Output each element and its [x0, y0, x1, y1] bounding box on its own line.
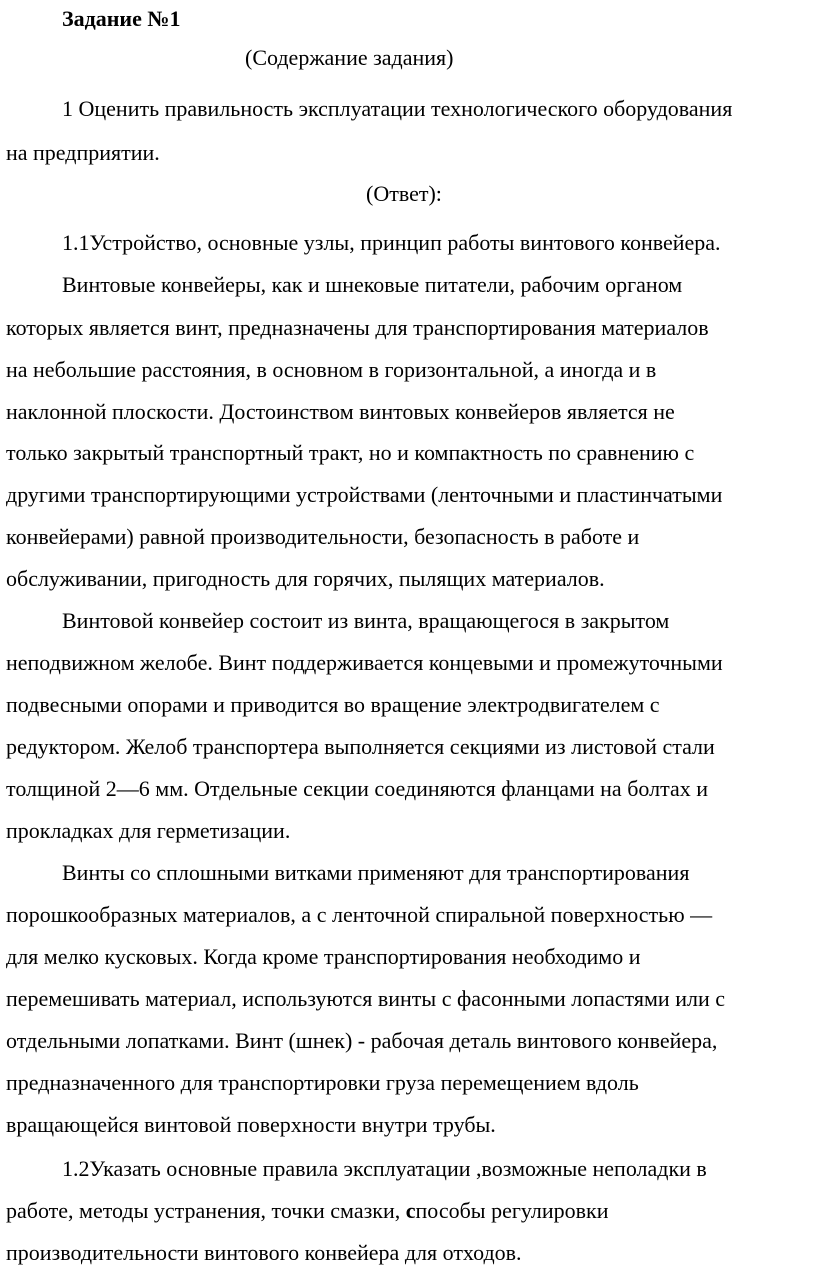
line-text: пособы регулировки	[415, 1198, 609, 1223]
paragraph-line: прокладках для герметизации.	[6, 818, 291, 843]
paragraph-line: только закрытый транспортный тракт, но и компактность по сравнению с	[6, 440, 695, 465]
paragraph-line: обслуживании, пригодность для горячих, пылящих материалов.	[6, 566, 605, 591]
paragraph-line: вращающейся винтовой поверхности внутри трубы.	[6, 1112, 496, 1137]
paragraph-line	[6, 1198, 609, 1224]
paragraph-line: Винтовой конвейер состоит из винта, вращающегося в закрытом	[62, 608, 670, 633]
section-heading: 1.1Устройство, основные узлы, принцип работы винтового конвейера.	[62, 230, 721, 255]
paragraph-line: Винты со сплошными витками применяют для транспортирования	[62, 860, 690, 885]
paragraph-line: Винтовые конвейеры, как и шнековые питатели, рабочим органом	[62, 272, 683, 297]
paragraph-line: наклонной плоскости. Достоинством винтовых конвейеров является не	[6, 399, 675, 424]
paragraph-line: другими транспортирующими устройствами (ленточными и пластинчатыми	[6, 482, 723, 507]
paragraph-line: предназначенного для транспортировки груза перемещением вдоль	[6, 1070, 639, 1095]
line-text: работе, методы устранения, точки смазки,	[6, 1198, 406, 1223]
section-heading: 1.2Указать основные правила эксплуатации ,возможные неполадки в	[62, 1156, 707, 1181]
bold-letter: с	[405, 1198, 416, 1223]
paragraph-line: перемешивать материал, используются винты с фасонными лопастями или с	[6, 986, 725, 1011]
task-line: 1 Оценить правильность эксплуатации технологического оборудования	[62, 96, 733, 121]
document-title: Задание №1	[62, 6, 181, 31]
paragraph-line: производительности винтового конвейера для отходов.	[6, 1240, 522, 1265]
paragraph-line: которых является винт, предназначены для транспортирования материалов	[6, 315, 709, 340]
paragraph-line: подвесными опорами и приводится во вращение электродвигателем с	[6, 692, 660, 717]
answer-label: (Ответ):	[366, 181, 442, 206]
paragraph-line: отдельными лопатками. Винт (шнек) - рабочая деталь винтового конвейера,	[6, 1028, 718, 1053]
paragraph-line: конвейерами) равной производительности, безопасность в работе и	[6, 524, 640, 549]
task-line: на предприятии.	[6, 140, 160, 165]
paragraph-line: неподвижном желобе. Винт поддерживается концевыми и промежуточными	[6, 650, 723, 675]
paragraph-line: на небольшие расстояния, в основном в горизонтальной, а иногда и в	[6, 357, 657, 382]
paragraph-line: толщиной 2—6 мм. Отдельные секции соединяются фланцами на болтах и	[6, 776, 709, 801]
document-subtitle: (Содержание задания)	[245, 45, 454, 70]
paragraph-line: для мелко кусковых. Когда кроме транспортирования необходимо и	[6, 944, 641, 969]
paragraph-line: редуктором. Желоб транспортера выполняется секциями из листовой стали	[6, 734, 715, 759]
paragraph-line: порошкообразных материалов, а с ленточной спиральной поверхностью —	[6, 902, 713, 927]
